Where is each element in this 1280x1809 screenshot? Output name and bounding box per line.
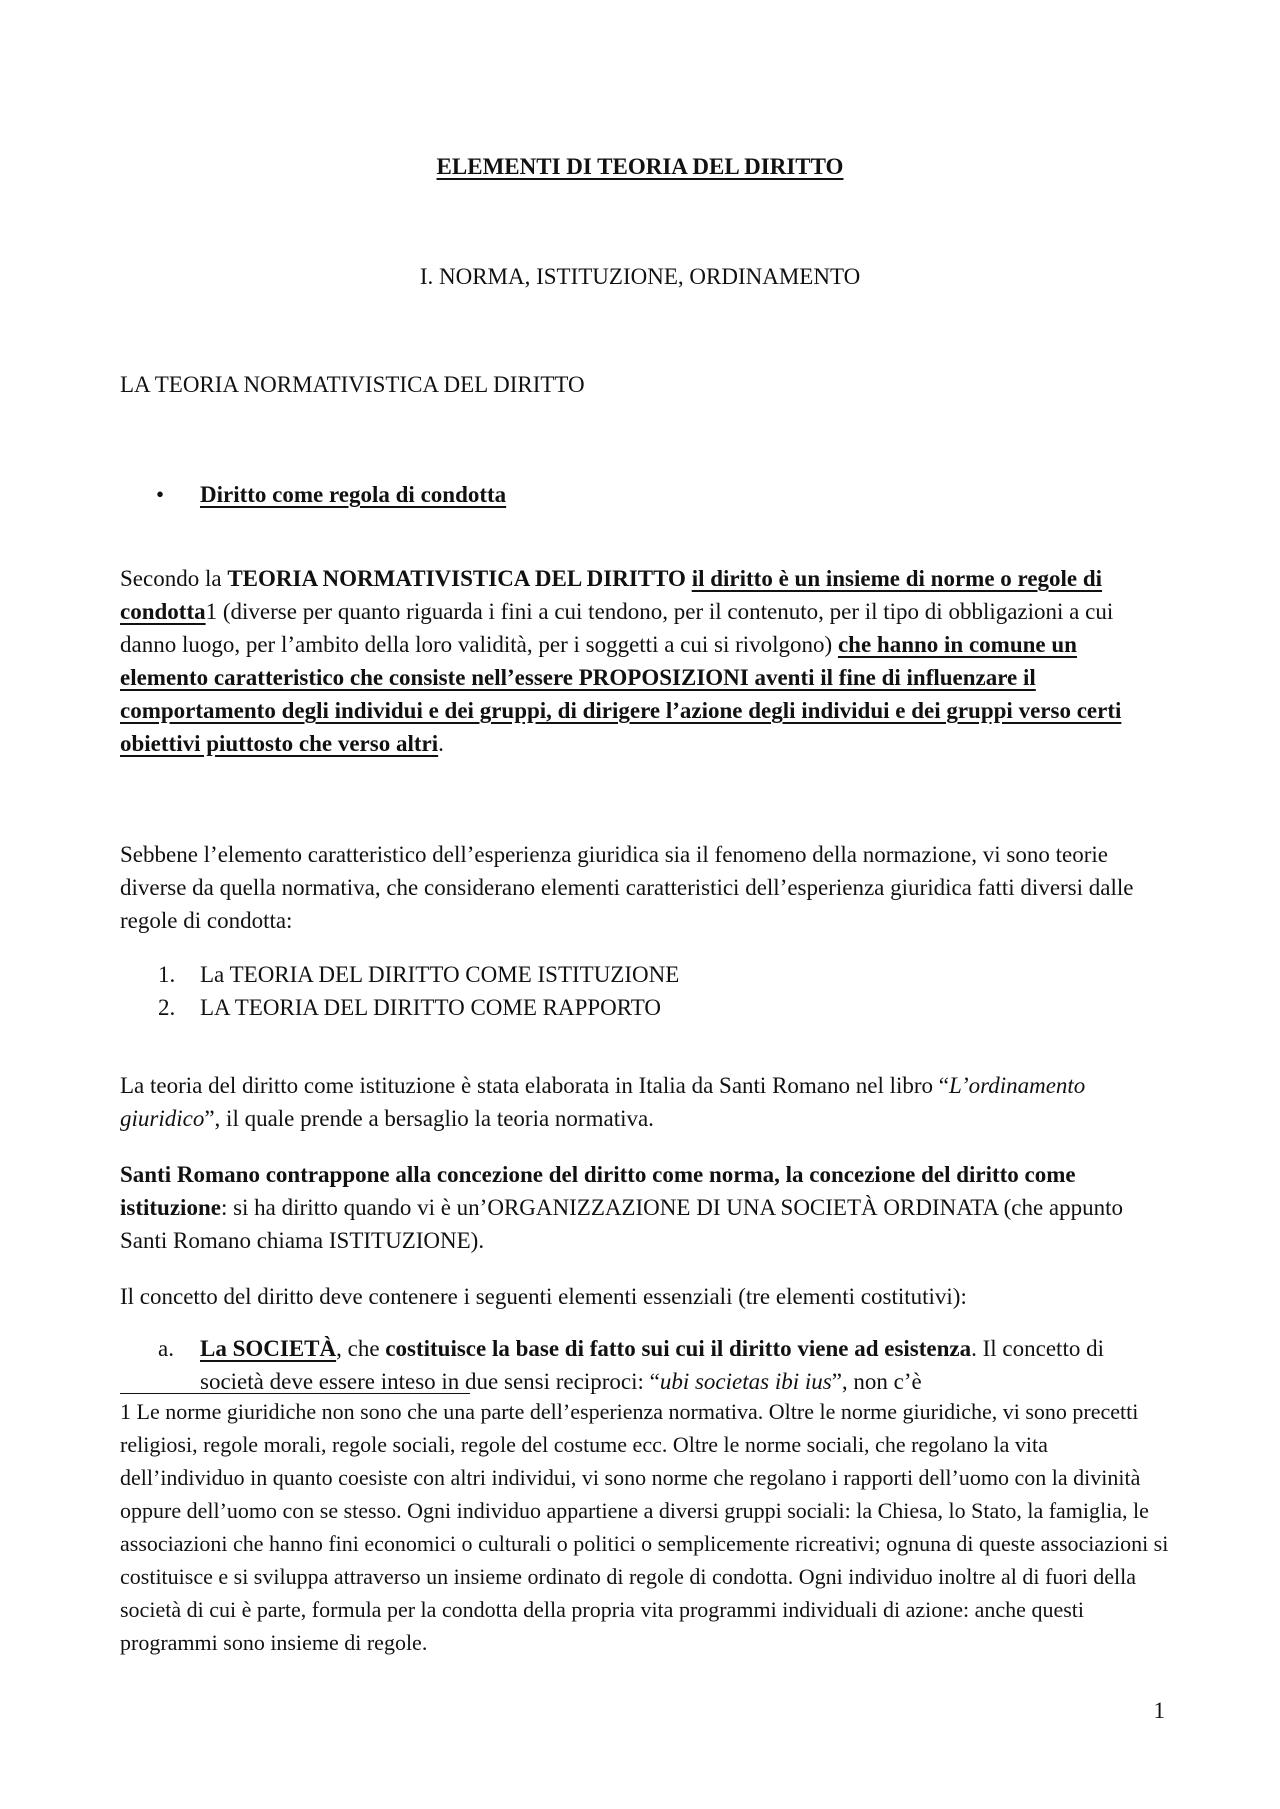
- list-item: [120, 991, 1160, 1024]
- list-item: [120, 1332, 1160, 1398]
- paragraph-normativist-theory: Secondo la TEORIA NORMATIVISTICA DEL DIRITTO il diritto è un insieme di norme o regole di condotta1 (diverse per quanto riguarda i fini a cui tendono, per il contenuto, per il tipo di obbligazioni a cui danno luogo, per l’ambito della loro validità, per i soggetti a cui si rivolgono) che hanno in comune un elemento caratteristico che consiste nell’essere PROPOSIZIONI aventi il fine di influenzare il comportamento degli individui e dei gruppi, di dirigere l’azione degli individui e dei gruppi verso certi obiettivi piuttosto che verso altri.: [120, 566, 1122, 756]
- page-number: 1: [1153, 1698, 1165, 1723]
- term-society: La SOCIETÀ: [200, 1336, 337, 1361]
- bullet-marker: •: [156, 482, 165, 507]
- footnote-ref: 1: [205, 599, 218, 624]
- paragraph-santi-romano: La teoria del diritto come istituzione è stata elaborata in Italia da Santi Romano nel libro “L’ordinamento giuridico”, il quale prende a bersaglio la teoria normativa.: [120, 1073, 1086, 1131]
- paragraph-other-theories: Sebbene l’elemento caratteristico dell’esperienza giuridica sia il fenomeno della normazione, vi sono teorie diverse da quella normativa, che considerano elementi caratteristici dell’esperienza giuridica fatti diversi dalle regole di condotta:: [120, 842, 1134, 933]
- bold-statement: Santi Romano contrappone alla concezione del diritto come norma, la concezione del diritto come istituzione: [120, 1162, 1076, 1220]
- list-text: La SOCIETÀ, che costituisce la base di fatto sui cui il diritto viene ad esistenza. Il concetto di società deve essere inteso in due sensi reciproci: “ubi societas ibi ius”, non c’è: [200, 1336, 1104, 1394]
- footnote-separator: [120, 1393, 470, 1394]
- list-item: [120, 958, 1160, 991]
- bullet-item: [120, 478, 1160, 511]
- list-number: 1.: [158, 962, 176, 987]
- key-definition-continued: che hanno in comune un elemento caratteristico che consiste nell’essere PROPOSIZIONI aventi il fine di influenzare il comportamento degli individui e dei gruppi, di dirigere l’azione degli individui e dei gruppi verso certi obiettivi piuttosto che verso altri: [120, 632, 1122, 756]
- list-number: 2.: [158, 995, 176, 1020]
- footnote-1: 1 Le norme giuridiche non sono che una parte dell’esperienza normativa. Oltre le norme giuridiche, vi sono precetti religiosi, regole morali, regole sociali, regole del costume ecc. Oltre le norme sociali, che regolano la vita dell’individuo in quanto coesiste con altri individui, vi sono norme che regolano i rapporti dell’uomo con la divinità oppure dell’uomo con se stesso. Ogni individuo appartiene a diversi gruppi sociali: la Chiesa, lo Stato, la famiglia, le associazioni che hanno fini economici o culturali o politici o semplicemente ricreativi; ognuna di queste associazioni si costituisce e si sviluppa attraverso un insieme ordinato di regole di condotta. Ogni individuo inoltre al di fuori della società di cui è parte, formula per la condotta della propria vita programmi individuali di azione: anche questi programmi sono insieme di regole.: [120, 1399, 1169, 1655]
- bullet-text: Diritto come regola di condotta: [200, 482, 507, 507]
- chapter-heading: I. NORMA, ISTITUZIONE, ORDINAMENTO: [419, 264, 861, 289]
- paragraph-institution-concept: Santi Romano contrappone alla concezione del diritto come norma, la concezione del diritto come istituzione: si ha diritto quando vi è un’ORGANIZZAZIONE DI UNA SOCIETÀ ORDINATA (che appunto Santi Romano chiama ISTITUZIONE).: [120, 1162, 1124, 1253]
- paragraph-essential-elements: Il concetto del diritto deve contenere i seguenti elementi essenziali (tre elementi costitutivi):: [120, 1284, 967, 1309]
- key-definition: il diritto è un insieme di norme o regole di condotta: [120, 566, 1103, 624]
- list-text: La TEORIA DEL DIRITTO COME ISTITUZIONE: [200, 962, 680, 987]
- book-title: L’ordinamento giuridico: [120, 1073, 1086, 1131]
- section-heading: LA TEORIA NORMATIVISTICA DEL DIRITTO: [120, 372, 585, 397]
- lettered-list: [120, 1332, 1160, 1398]
- numbered-list: [120, 958, 1160, 1024]
- latin-phrase: ubi societas ibi ius: [659, 1369, 832, 1394]
- list-letter: a.: [158, 1336, 174, 1361]
- bold-term: TEORIA NORMATIVISTICA DEL DIRITTO: [227, 566, 686, 591]
- document-title: ELEMENTI DI TEORIA DEL DIRITTO: [436, 154, 844, 179]
- list-text: LA TEORIA DEL DIRITTO COME RAPPORTO: [200, 995, 661, 1020]
